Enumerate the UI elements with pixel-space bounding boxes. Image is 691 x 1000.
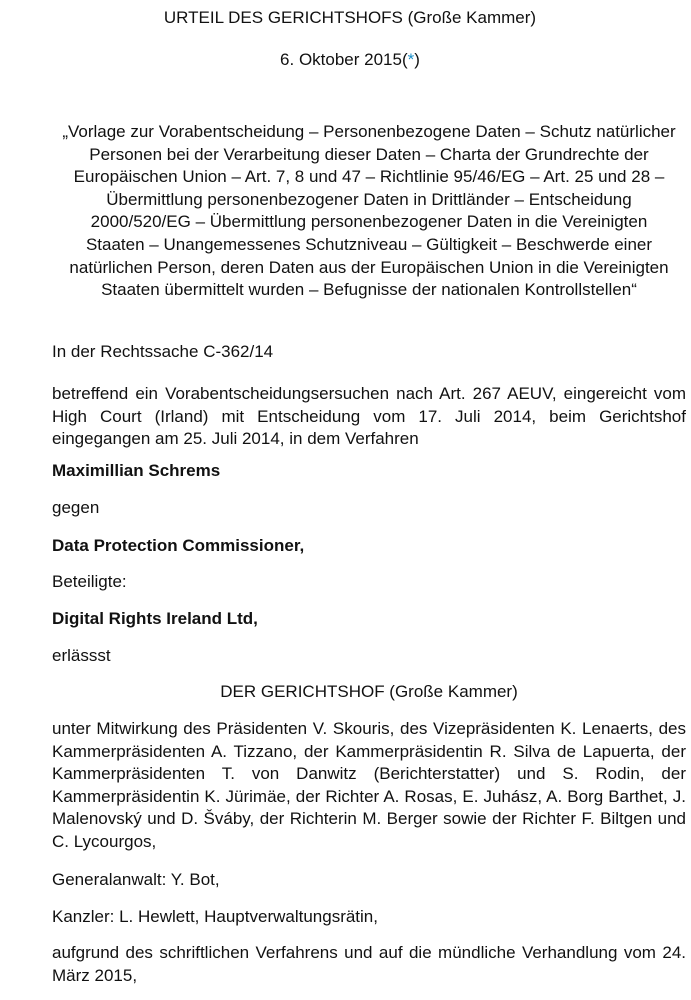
defendant-name: Data Protection Commissioner, bbox=[52, 536, 305, 555]
party-name: Digital Rights Ireland Ltd, bbox=[52, 609, 258, 628]
paren-open: ( bbox=[401, 50, 408, 69]
judgment-date bbox=[30, 49, 670, 72]
case-number: In der Rechtssache C-362/14 bbox=[52, 342, 274, 361]
paren-close: ) bbox=[414, 50, 420, 69]
reference-paragraph: betreffend ein Vorabentscheidungsersuchen nach Art. 267 AEUV, eingereicht vom High Court (Irland) mit Entscheidung vom 17. Juli 2014, beim Gerichtshof eingegangen am 25. Juli 2014, in dem Verfahren bbox=[52, 384, 686, 449]
subject-keywords: „Vorlage zur Vorabentscheidung – Personenbezogene Daten – Schutz natürlicher Personen bei der Verarbeitung dieser Daten – Charta der Grundrechte der Europäischen Union – Art. 7, 8 und 47 – Richtlinie 95/46/EG – Art. 25 und 28 – Übermittlung personenbezogener Daten in Drittländer – Entscheidung 2000/520/EG – Übermittlung personenbezogener Daten in die Vereinigten Staaten – Unangemessenes Schutzniveau – Gültigkeit – Beschwerde einer natürlichen Person, deren Daten aus der Europäischen Union in die Vereinigten Staaten übermittelt wurden – Befugnisse der nationalen Kontrollstellen“ bbox=[62, 122, 676, 300]
footnote-link[interactable]: * bbox=[407, 50, 415, 69]
versus-label: gegen bbox=[52, 498, 100, 517]
composition-paragraph: unter Mitwirkung des Präsidenten V. Skouris, des Vizepräsidenten K. Lenaerts, des Kammerpräsidenten A. Tizzano, der Kammerpräsidentin R. Silva de Lapuerta, der Kammerpräsidenten T. von Danwitz (Berichterstatter) und S. Rodin, der Kammerpräsidentin K. Jürimäe, der Richter A. Rosas, E. Juhász, A. Borg Barthet, J. Malenovský und D. Šváby, der Richterin M. Berger sowie der Richter F. Biltgen und C. Lycourgos, bbox=[52, 719, 686, 851]
registrar: Kanzler: L. Hewlett, Hauptverwaltungsrätin, bbox=[52, 907, 378, 926]
issues-label: erlässst bbox=[52, 646, 111, 665]
procedure-paragraph: aufgrund des schriftlichen Verfahrens und auf die mündliche Verhandlung vom 24. März 2015, bbox=[52, 943, 686, 985]
party-label: Beteiligte: bbox=[52, 572, 127, 591]
applicant-name: Maximillian Schrems bbox=[52, 461, 221, 480]
court-heading: DER GERICHTSHOF (Große Kammer) bbox=[220, 682, 518, 701]
advocate-general: Generalanwalt: Y. Bot, bbox=[52, 870, 220, 889]
date-text: 6. Oktober 2015 bbox=[280, 50, 402, 69]
judgment-title: URTEIL DES GERICHTSHOFS (Große Kammer) bbox=[163, 8, 537, 27]
